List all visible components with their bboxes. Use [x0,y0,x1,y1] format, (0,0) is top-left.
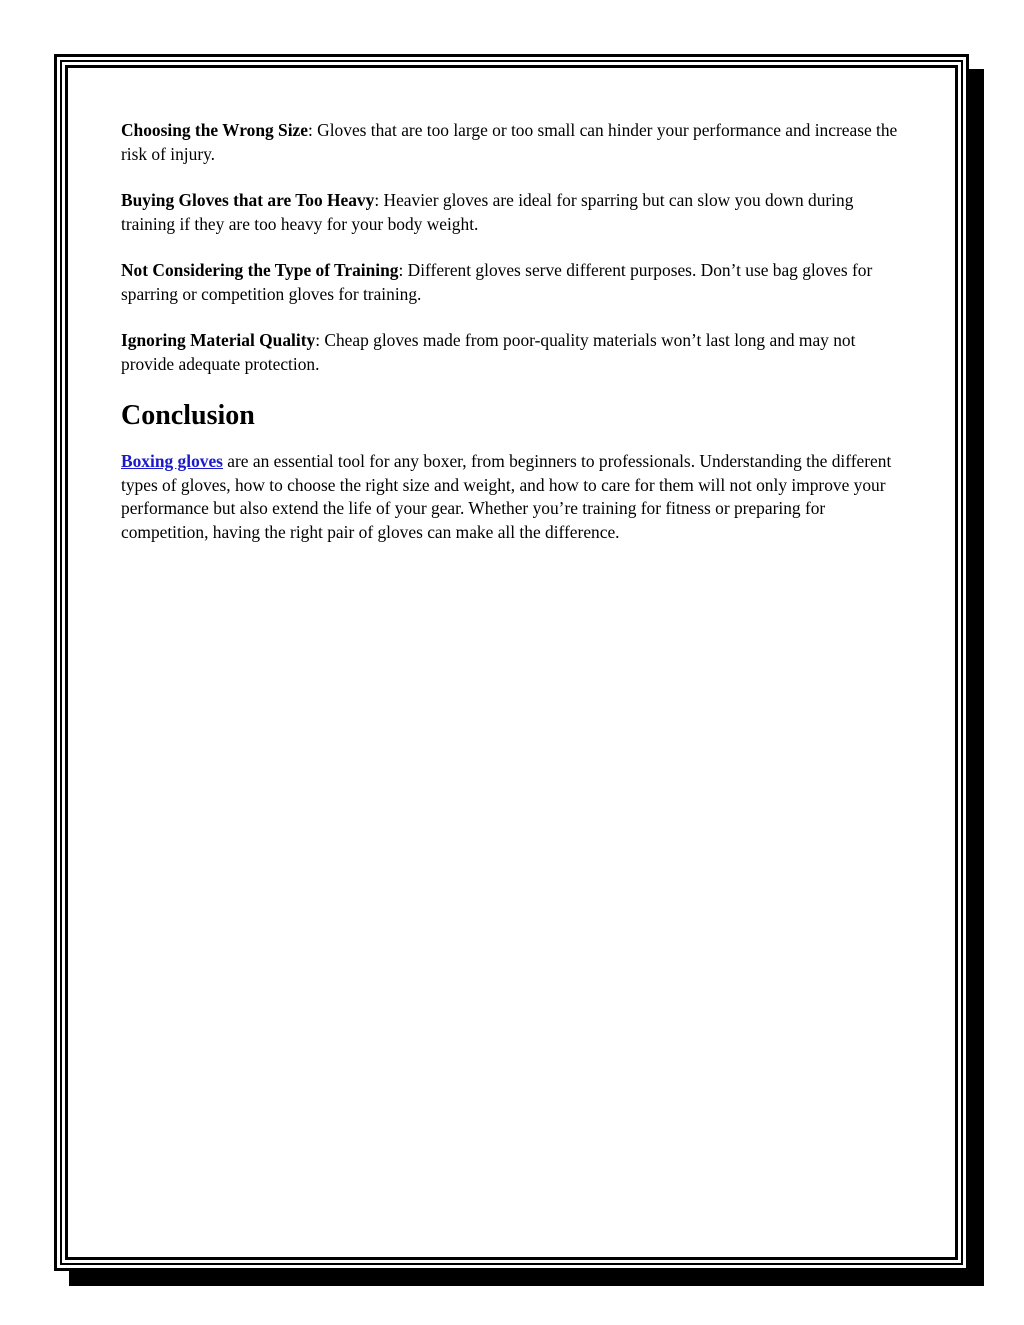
mistake-term: Not Considering the Type of Training [121,260,399,280]
mistake-text: : Different gloves serve different purposes. Don’t use bag gloves for sparring or competition gloves for training. [121,260,873,304]
mistake-paragraph-too-heavy [121,189,906,236]
mistake-term: Choosing the Wrong Size [121,120,308,140]
mistake-term: Ignoring Material Quality [121,330,316,350]
document-content [121,119,906,567]
mistake-text: : Cheap gloves made from poor-quality materials won’t last long and may not provide adequate protection. [121,330,856,374]
mistake-paragraph-material-quality [121,329,906,376]
conclusion-heading: Conclusion [121,400,255,431]
boxing-gloves-link[interactable]: Boxing gloves [121,451,223,471]
conclusion-paragraph [121,450,906,544]
mistake-paragraph-wrong-size [121,119,906,166]
mistake-term: Buying Gloves that are Too Heavy [121,190,375,210]
mistake-text: : Heavier gloves are ideal for sparring but can slow you down during training if they are too heavy for your body weight. [121,190,854,234]
conclusion-text: are an essential tool for any boxer, from beginners to professionals. Understanding the different types of gloves, how to choose the right size and weight, and how to care for them will not only improve your performance but also extend the life of your gear. Whether you’re training for fitness or preparing for competition, having the right pair of gloves can make all the difference. [121,451,892,542]
mistake-text: : Gloves that are too large or too small can hinder your performance and increase the risk of injury. [121,120,898,164]
mistake-paragraph-training-type [121,259,906,306]
